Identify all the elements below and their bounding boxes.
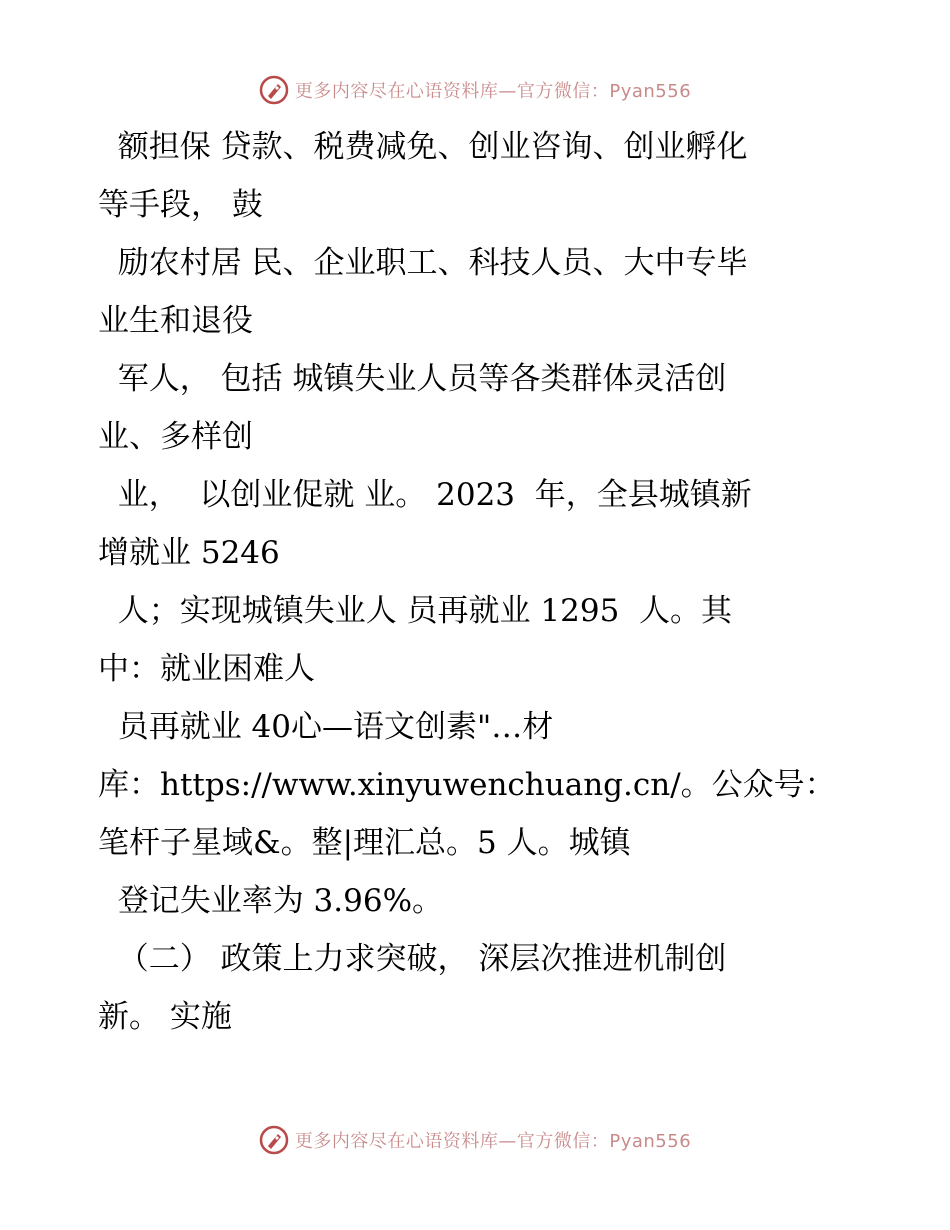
document-body bbox=[98, 118, 878, 1046]
document-line: 登记失业率为 3.96%。 bbox=[98, 883, 444, 919]
document-line: 业， 以创业促就 业。 2023 年，全县城镇新 bbox=[98, 477, 752, 513]
document-line: 军人， 包括 城镇失业人员等各类群体灵活创 bbox=[98, 361, 727, 397]
document-line: 增就业 5246 bbox=[98, 535, 280, 571]
document-line: 业生和退役 bbox=[98, 303, 253, 339]
footer-banner bbox=[0, 1120, 950, 1160]
pen-nib-logo-icon bbox=[259, 1125, 289, 1155]
document-line: 励农村居 民、企业职工、科技人员、大中专毕 bbox=[98, 245, 748, 281]
document-line: 员再就业 40心—语文创素"…材 bbox=[98, 709, 554, 745]
document-line: 人；实现城镇失业人 员再就业 1295 人。其 bbox=[98, 593, 733, 629]
document-line: 笔杆子星域&。整|理汇总。5 人。城镇 bbox=[98, 825, 631, 861]
document-line: 额担保 贷款、税费减免、创业咨询、创业孵化 bbox=[98, 129, 748, 165]
document-line: （二） 政策上力求突破， 深层次推进机制创 bbox=[98, 941, 727, 977]
document-line: 中：就业困难人 bbox=[98, 651, 315, 687]
header-banner bbox=[0, 70, 950, 110]
footer-banner-text: 更多内容尽在心语资料库—官方微信：Pyan556 bbox=[294, 1131, 692, 1152]
document-line-link[interactable]: 库：https://www.xinyuwenchuang.cn/。公众号： bbox=[98, 767, 836, 803]
document-line: 新。 实施 bbox=[98, 999, 232, 1035]
pen-nib-logo-icon bbox=[259, 75, 289, 105]
document-line: 业、多样创 bbox=[98, 419, 253, 455]
document-line: 等手段， 鼓 bbox=[98, 187, 263, 223]
header-banner-text: 更多内容尽在心语资料库—官方微信：Pyan556 bbox=[294, 81, 692, 102]
